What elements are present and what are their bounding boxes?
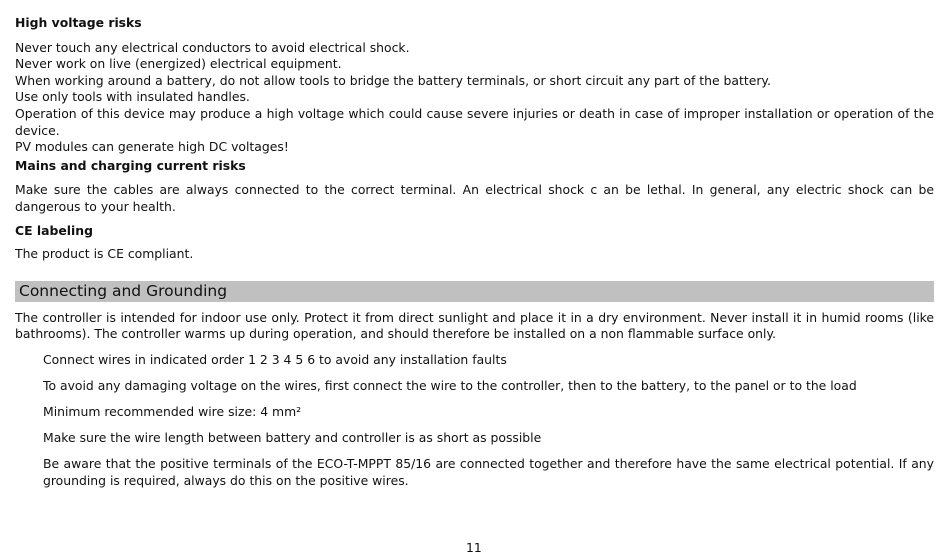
page-number: 11 bbox=[466, 540, 482, 555]
connecting-items bbox=[43, 352, 934, 490]
connecting-item-1: Connect wires in indicated order 1 2 3 4 5 6 to avoid any installation faults bbox=[43, 351, 507, 367]
high-voltage-line-4: Use only tools with insulated handles. bbox=[15, 89, 250, 105]
connecting-intro: The controller is intended for indoor use only. Protect it from direct sunlight and place it in a dry environment. Never install it in humid rooms (like bathrooms). The controller warms up during operation, and should therefore be installed on a non flammable surface only. bbox=[15, 309, 934, 342]
high-voltage-heading: High voltage risks bbox=[15, 15, 142, 30]
section-title-bar: Connecting and Grounding bbox=[15, 281, 934, 302]
connecting-item-5: Be aware that the positive terminals of the ECO-T-MPPT 85/16 are connected together and therefore have the same electrical potential. If any grounding is required, always do this on the positive wires. bbox=[43, 456, 934, 488]
high-voltage-line-1: Never touch any electrical conductors to avoid electrical shock. bbox=[15, 39, 410, 55]
mains-heading: Mains and charging current risks bbox=[15, 157, 246, 173]
high-voltage-last-line: PV modules can generate high DC voltages! bbox=[15, 139, 289, 155]
high-voltage-line-2: Never work on live (energized) electrical equipment. bbox=[15, 56, 342, 72]
connecting-item-2: To avoid any damaging voltage on the wires, first connect the wire to the controller, then to the battery, to the panel or to the load bbox=[43, 378, 857, 393]
connecting-item-3: Minimum recommended wire size: 4 mm² bbox=[43, 404, 302, 420]
document-page bbox=[15, 15, 934, 489]
ce-heading: CE labeling bbox=[15, 222, 93, 238]
connecting-item-4: Make sure the wire length between battery and controller is as short as possible bbox=[43, 430, 542, 446]
high-voltage-paragraph: Operation of this device may produce a high voltage which could cause severe injuries or death in case of improper installation or operation of the device. bbox=[15, 105, 934, 138]
ce-paragraph: The product is CE compliant. bbox=[15, 246, 194, 262]
mains-paragraph: Make sure the cables are always connected to the correct terminal. An electrical shock c an be lethal. In general, any electric shock can be dangerous to your health. bbox=[15, 182, 934, 214]
high-voltage-line-3: When working around a battery, do not allow tools to bridge the battery terminals, or short circuit any part of the battery. bbox=[15, 72, 771, 88]
high-voltage-list bbox=[15, 40, 934, 106]
